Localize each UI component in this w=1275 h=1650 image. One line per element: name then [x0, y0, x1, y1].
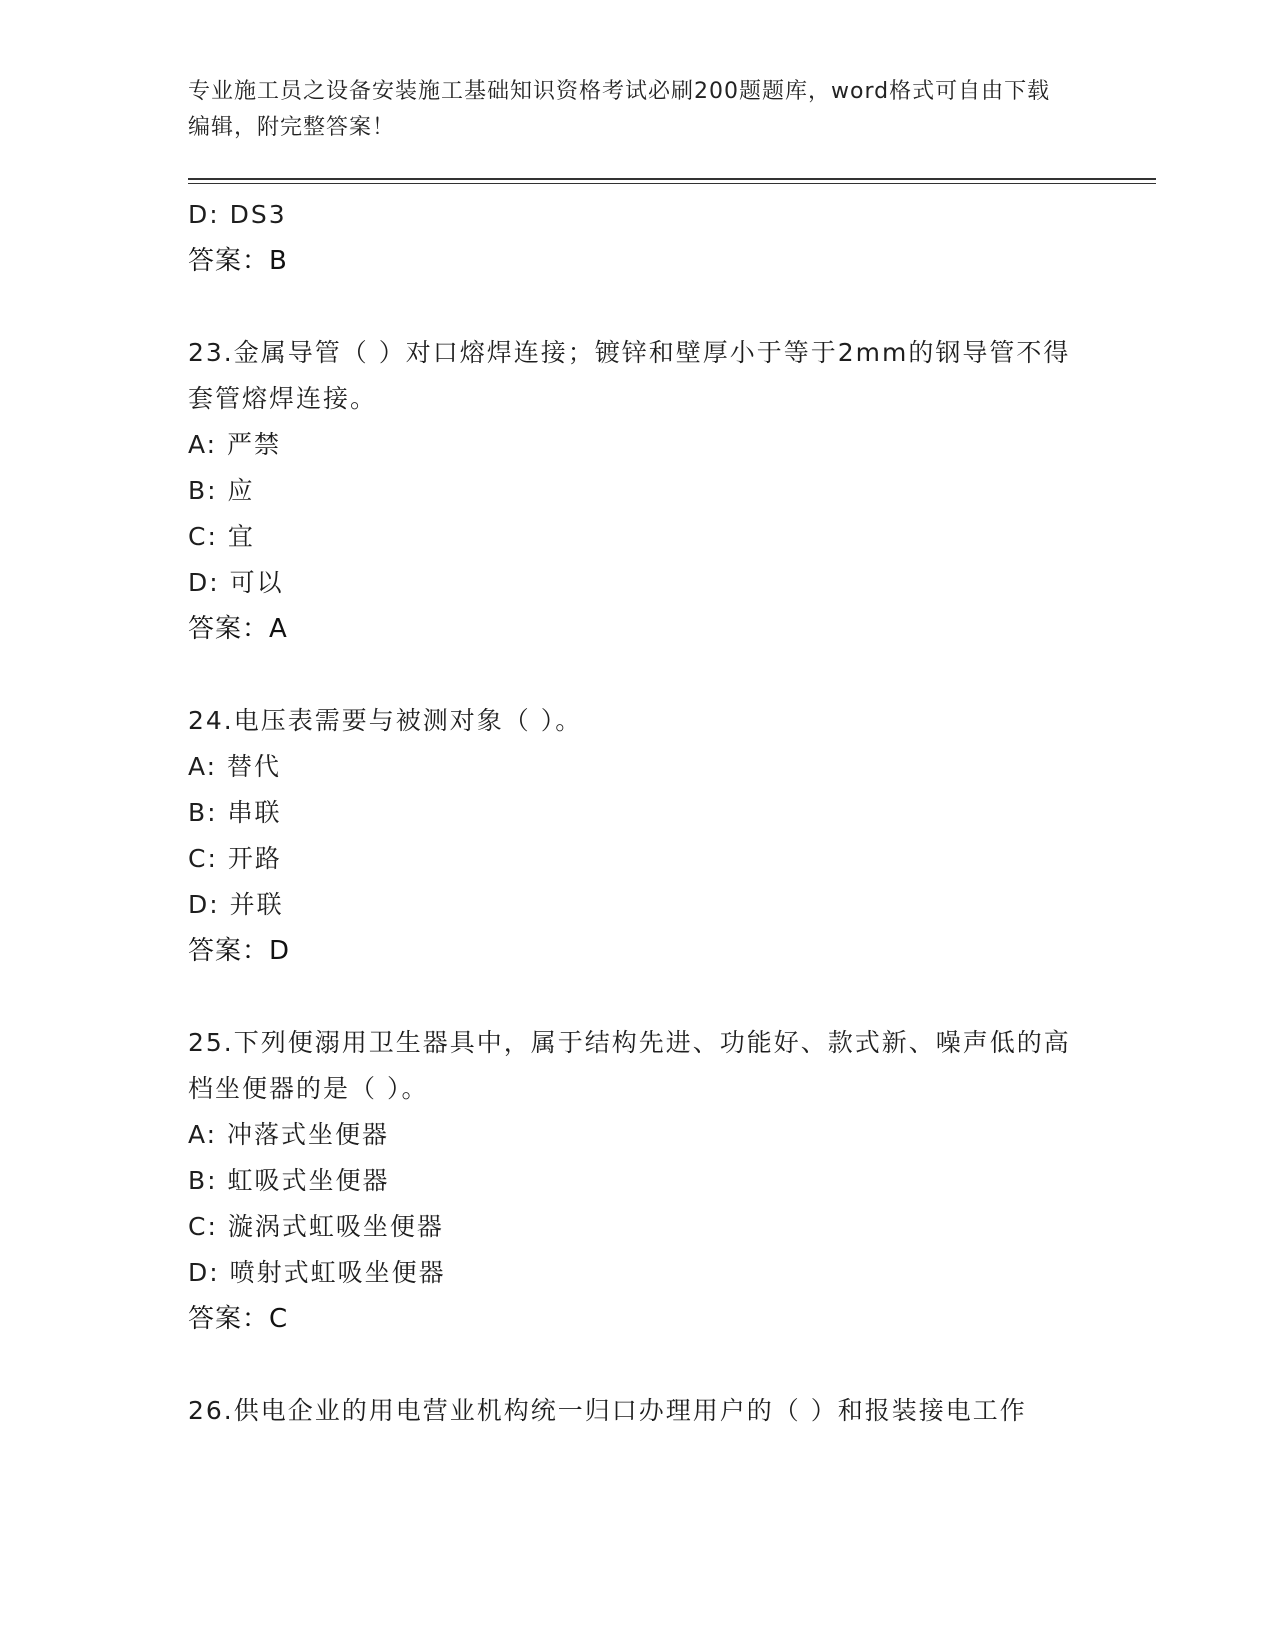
question-stem: 24.电压表需要与被测对象（ ）。	[188, 706, 583, 735]
question-answer: 答案：A	[188, 614, 288, 644]
question-26	[188, 1388, 1088, 1434]
question-stem: 26.供电企业的用电营业机构统一归口办理用户的（ ）和报装接电工作	[188, 1396, 1027, 1425]
question-answer: 答案：D	[188, 936, 291, 966]
question-answer: 答案：C	[188, 1304, 289, 1334]
option-b: B: 虹吸式坐便器	[188, 1166, 390, 1195]
carryover-option-d: D: DS3	[188, 200, 287, 229]
question-stem: 23.金属导管（ ）对口熔焊连接；镀锌和壁厚小于等于2mm的钢导管不得套管熔焊连接。	[188, 338, 1071, 413]
option-d: D: 可以	[188, 568, 284, 597]
option-c: C: 宜	[188, 522, 255, 551]
spacer	[188, 652, 1088, 698]
question-23	[188, 330, 1088, 652]
option-b: B: 串联	[188, 798, 282, 827]
option-c: C: 漩涡式虹吸坐便器	[188, 1212, 444, 1241]
question-25	[188, 1020, 1088, 1342]
question-content	[188, 192, 1088, 1434]
option-c: C: 开路	[188, 844, 282, 873]
option-a: A: 冲落式坐便器	[188, 1120, 390, 1149]
spacer	[188, 1342, 1088, 1388]
option-d: D: 并联	[188, 890, 284, 919]
page-header: 专业施工员之设备安装施工基础知识资格考试必刷200题题库，word格式可自由下载编辑，附完整答案！	[188, 79, 1051, 140]
question-stem: 25.下列便溺用卫生器具中，属于结构先进、功能好、款式新、噪声低的高档坐便器的是（ ）。	[188, 1028, 1071, 1103]
option-a: A: 严禁	[188, 430, 282, 459]
spacer	[188, 284, 1088, 330]
header-rule-thick	[188, 178, 1156, 180]
carryover-answer: 答案：B	[188, 246, 288, 276]
option-d: D: 喷射式虹吸坐便器	[188, 1258, 446, 1287]
question-24	[188, 698, 1088, 974]
option-a: A: 替代	[188, 752, 282, 781]
header-rule-thin	[188, 183, 1156, 184]
option-b: B: 应	[188, 476, 255, 505]
spacer	[188, 974, 1088, 1020]
